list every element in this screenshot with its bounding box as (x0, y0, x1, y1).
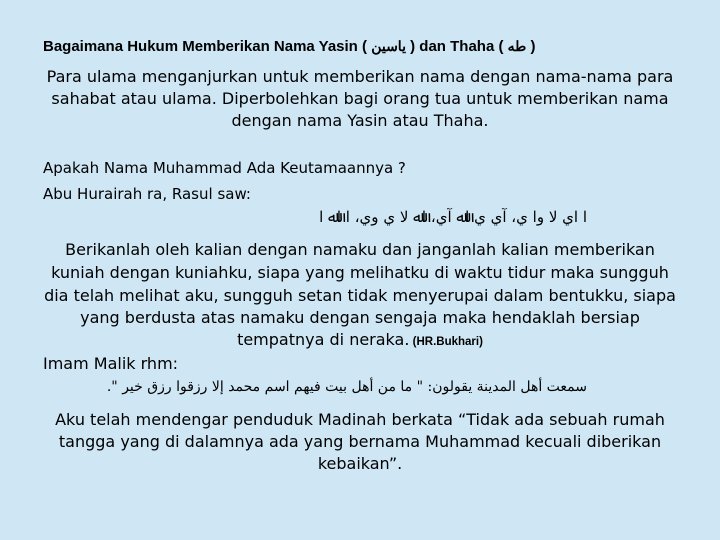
para1-line: sahabat atau ulama. Diperbolehkan bagi orang tua untuk memberikan nama (51, 89, 669, 108)
title-arabic-thaha: طه (507, 39, 527, 55)
para2-line: kuniah dengan kuniahku, siapa yang melihatku di waktu tidur maka sungguh (51, 263, 669, 282)
para1-line: Para ulama menganjurkan untuk memberikan nama dengan nama-nama para (46, 67, 674, 86)
title-prefix: Bagaimana Hukum Memberikan Nama Yasin ( (43, 38, 372, 55)
para3-line: tangga yang di dalamnya ada yang bernama Muhammad kecuali diberikan (58, 432, 662, 451)
para1-line: dengan nama Yasin atau Thaha. (231, 111, 489, 130)
section-heading: Apakah Nama Muhammad Ada Keutamaannya ? (43, 159, 406, 177)
arabic-malik-quote: سمعت أهل المدينة يقولون: " ما من أهل بيت فيهم اسم محمد إلا رزقوا رزق خير ". (106, 379, 587, 395)
para2-last-line (0, 330, 720, 349)
para2-line: dia telah melihat aku, sungguh setan tidak menyerupai dalam bentukku, siapa (44, 286, 676, 305)
slide-title (43, 38, 535, 55)
hadith-source: (HR.Bukhari) (409, 336, 483, 348)
title-arabic-yasin: ياسين (371, 39, 406, 55)
title-middle: ) dan Thaha ( (405, 38, 508, 55)
arabic-hadith: ا اي لا وا ي، آي ي اﷲ آي، اﷲ لا ي وي، ا اﷲ ا (319, 208, 587, 226)
imam-line: Imam Malik rhm: (43, 354, 179, 373)
para3-line: kebaikan”. (317, 454, 403, 473)
para2-line: yang berdusta atas namaku dengan sengaja maka hendaklah bersiap (80, 308, 640, 327)
para2-last-text: tempatnya di neraka. (237, 330, 410, 349)
title-suffix: ) (526, 38, 536, 55)
narrator-line: Abu Hurairah ra, Rasul saw: (43, 185, 251, 203)
para2-line: Berikanlah oleh kalian dengan namaku dan janganlah kalian memberikan (65, 240, 655, 259)
para3-line: Aku telah mendengar penduduk Madinah berkata “Tidak ada sebuah rumah (55, 410, 665, 429)
